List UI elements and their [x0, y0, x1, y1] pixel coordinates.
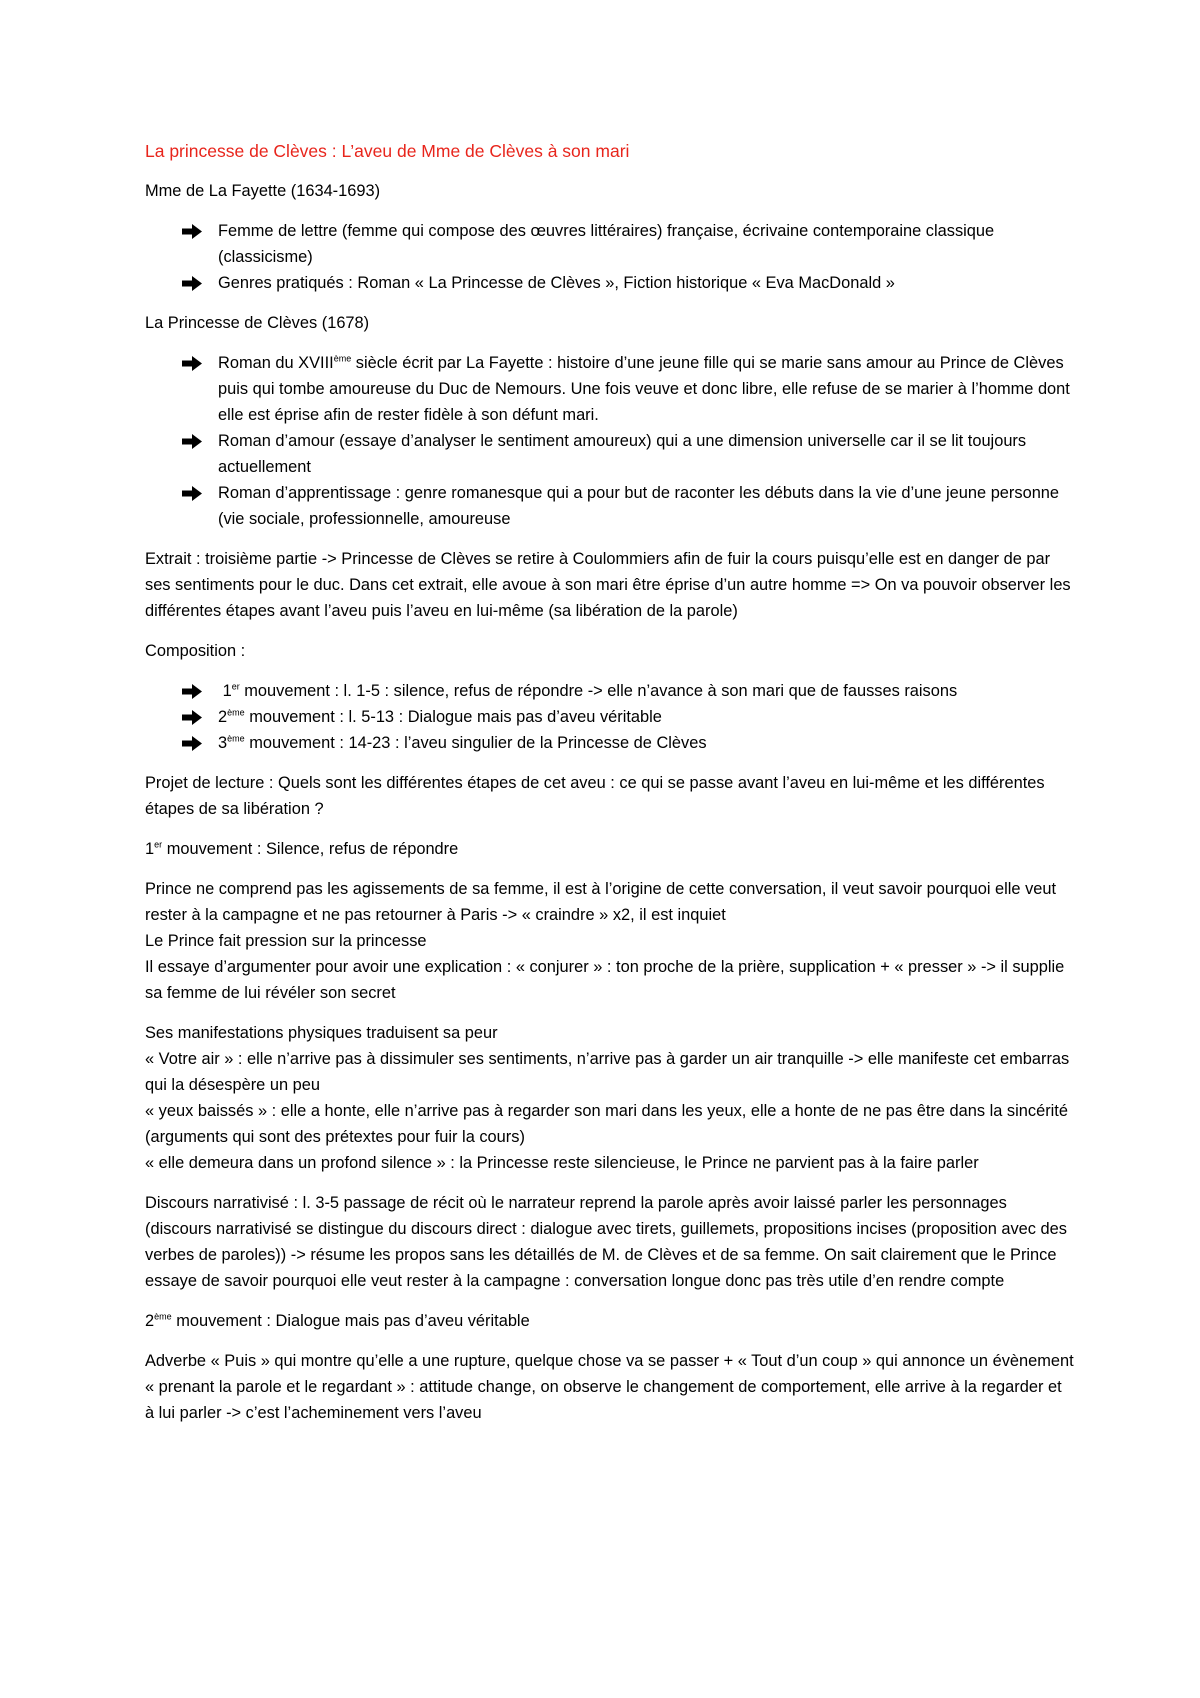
- list-item-text: Roman d’amour (essaye d’analyser le sentiment amoureux) qui a une dimension universelle car il se lit toujours actuellement: [218, 432, 1027, 476]
- text-line: « prenant la parole et le regardant » : attitude change, on observe le changement de comportement, elle arrive à la regarder et à lui parler -> c’est l’acheminement vers l’aveu: [145, 1378, 1062, 1422]
- text-line: « Votre air » : elle n’arrive pas à dissimuler ses sentiments, n’arrive pas à garder un air tranquille -> elle manifeste cet embarras qui la désespère un peu: [145, 1050, 1070, 1094]
- arrow-bullet-icon: [182, 276, 202, 291]
- discours-paragraph: Discours narrativisé : l. 3-5 passage de récit où le narrateur reprend la parole après avoir laissé parler les personnages (discours narrativisé se distingue du discours direct : dialogue avec tirets, guillemets, propositions incises (proposition avec des verbes de paroles)) -> résume les propos sans les détaillés de M. de Clèves et de sa femme. On sait clairement que le Prince essaye de savoir pourquoi elle veut rester à la campagne : conversation longue donc pas très utile d’en rendre compte: [145, 1194, 1067, 1290]
- heading-text: mouvement : Silence, refus de répondre: [162, 840, 459, 858]
- superscript: er: [154, 839, 163, 850]
- list-item-text: Genres pratiqués : Roman « La Princesse de Clèves », Fiction historique « Eva MacDonald »: [218, 274, 895, 292]
- book-points-list: [145, 350, 1075, 532]
- arrow-bullet-icon: [182, 434, 202, 449]
- movement-1-paragraph: [145, 876, 1075, 1006]
- list-item: [182, 270, 1075, 296]
- manifestations-paragraph: [145, 1020, 1075, 1176]
- arrow-bullet-icon: [182, 736, 202, 751]
- list-item: [182, 350, 1075, 428]
- list-item-text-start: Roman du XVIII: [218, 354, 334, 372]
- book-heading: La Princesse de Clèves (1678): [145, 314, 370, 332]
- arrow-bullet-icon: [182, 684, 202, 699]
- list-item: [182, 218, 1075, 270]
- text-line: Ses manifestations physiques traduisent sa peur: [145, 1024, 498, 1042]
- movement-2-heading: [145, 1308, 1075, 1334]
- list-item-text: mouvement : l. 5-13 : Dialogue mais pas d’aveu véritable: [244, 708, 662, 726]
- superscript: er: [231, 681, 240, 692]
- arrow-bullet-icon: [182, 356, 202, 371]
- arrow-bullet-icon: [182, 224, 202, 239]
- list-item-text: mouvement : l. 1-5 : silence, refus de répondre -> elle n’avance à son mari que de fausses raisons: [239, 682, 958, 700]
- document-title: La princesse de Clèves : L’aveu de Mme de Clèves à son mari: [145, 141, 630, 161]
- extrait-paragraph: Extrait : troisième partie -> Princesse de Clèves se retire à Coulommiers afin de fuir la cours puisqu’elle est en danger de par ses sentiments pour le duc. Dans cet extrait, elle avoue à son mari être éprise d’un autre homme => On va pouvoir observer les différentes étapes avant l’aveu puis l’aveu en lui-même (sa libération de la parole): [145, 550, 1071, 620]
- movement-number: 2: [218, 708, 228, 726]
- text-line: Il essaye d’argumenter pour avoir une explication : « conjurer » : ton proche de la prière, supplication + « presser » -> il supplie sa femme de lui révéler son secret: [145, 958, 1065, 1002]
- movement-number: 2: [145, 1312, 155, 1330]
- composition-list: [145, 678, 1075, 756]
- list-item: [182, 704, 1075, 730]
- projet-paragraph: Projet de lecture : Quels sont les différentes étapes de cet aveu : ce qui se passe avant l’aveu en lui-même et les différentes étapes de sa libération ?: [145, 774, 1045, 818]
- author-points-list: [145, 218, 1075, 296]
- list-item-text: Roman d’apprentissage : genre romanesque qui a pour but de raconter les débuts dans la vie d’une jeune personne (vie sociale, professionnelle, amoureuse: [218, 484, 1060, 528]
- document-page: [145, 138, 1075, 1440]
- superscript: ème: [227, 733, 245, 744]
- superscript: ème: [154, 1311, 172, 1322]
- list-item: [182, 678, 1075, 704]
- arrow-bullet-icon: [182, 710, 202, 725]
- list-item-text-rest: siècle écrit par La Fayette : histoire d’une jeune fille qui se marie sans amour au Prince de Clèves puis qui tombe amoureuse du Duc de Nemours. Une fois veuve et donc libre, elle refuse de se marier à l’homme dont elle est éprise afin de rester fidèle à son défunt mari.: [218, 354, 1070, 424]
- composition-heading: Composition :: [145, 642, 246, 660]
- movement-number: 3: [218, 734, 228, 752]
- arrow-bullet-icon: [182, 486, 202, 501]
- text-line: Prince ne comprend pas les agissements de sa femme, il est à l’origine de cette conversation, il veut savoir pourquoi elle veut rester à la campagne et ne pas retourner à Paris -> « craindre » x2, il est inquiet: [145, 880, 1057, 924]
- text-line: Adverbe « Puis » qui montre qu’elle a une rupture, quelque chose va se passer + « Tout d’un coup » qui annonce un évènement: [145, 1352, 1074, 1370]
- superscript: ème: [333, 353, 352, 364]
- list-item: [182, 480, 1075, 532]
- superscript: ème: [227, 707, 245, 718]
- text-line: « yeux baissés » : elle a honte, elle n’arrive pas à regarder son mari dans les yeux, elle a honte de ne pas être dans la sincérité (arguments qui sont des prétextes pour fuir la cours): [145, 1102, 1068, 1146]
- list-item: [182, 730, 1075, 756]
- movement-number: 1: [222, 682, 232, 700]
- movement-number: 1: [145, 840, 155, 858]
- movement-1-heading: [145, 836, 1075, 862]
- text-line: « elle demeura dans un profond silence » : la Princesse reste silencieuse, le Prince ne parvient pas à la faire parler: [145, 1154, 979, 1172]
- list-item: [182, 428, 1075, 480]
- list-item-text: Femme de lettre (femme qui compose des œuvres littéraires) française, écrivaine contemporaine classique (classicisme): [218, 222, 995, 266]
- movement-2-paragraph: [145, 1348, 1075, 1426]
- author-heading: Mme de La Fayette (1634-1693): [145, 182, 381, 200]
- list-item-text: mouvement : 14-23 : l’aveu singulier de la Princesse de Clèves: [244, 734, 707, 752]
- heading-text: mouvement : Dialogue mais pas d’aveu véritable: [171, 1312, 530, 1330]
- text-line: Le Prince fait pression sur la princesse: [145, 932, 427, 950]
